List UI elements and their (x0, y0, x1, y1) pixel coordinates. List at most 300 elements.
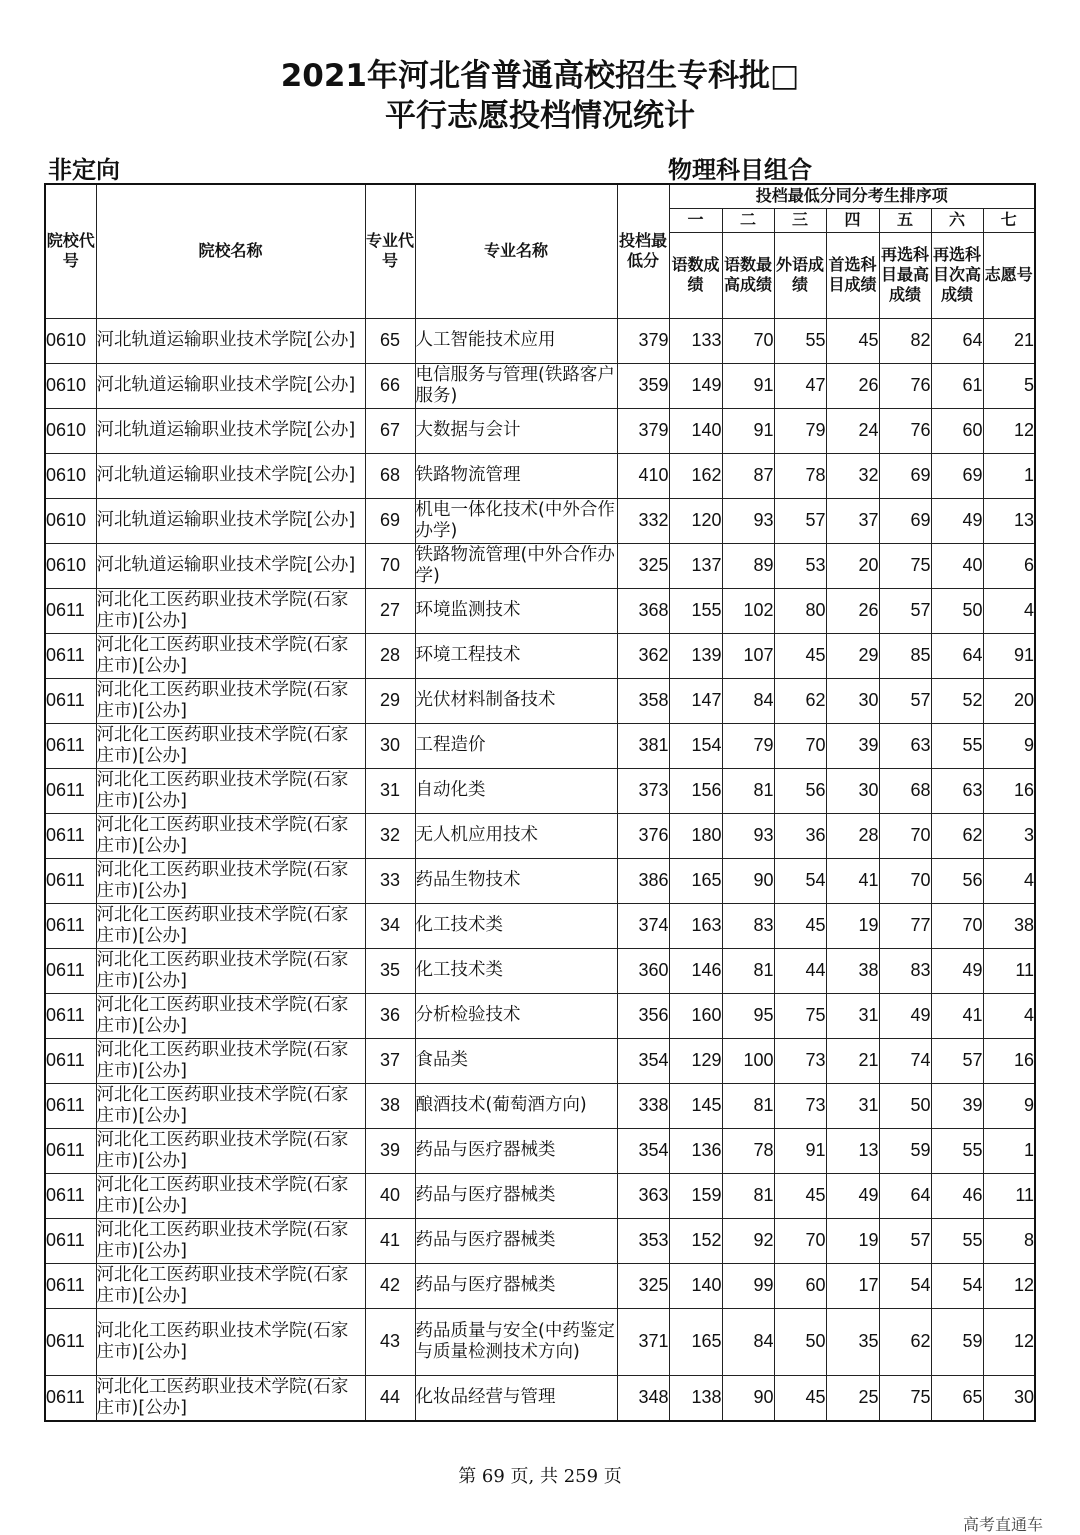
chinese-math-max-cell: 91 (722, 408, 774, 453)
header-sort-col-5: 再选科目最高成绩 (879, 232, 931, 318)
foreign-lang-cell: 50 (774, 1308, 826, 1375)
first-subject-cell: 24 (826, 408, 879, 453)
preference-no-cell: 16 (983, 768, 1035, 813)
chinese-math-max-cell: 93 (722, 813, 774, 858)
major-name-cell: 化妆品经营与管理 (415, 1375, 617, 1421)
school-code-cell: 0611 (45, 1375, 96, 1421)
first-subject-cell: 39 (826, 723, 879, 768)
chinese-math-max-cell: 81 (722, 1083, 774, 1128)
page-footer: 第 69 页, 共 259 页 (458, 1466, 622, 1487)
reselect-max-cell: 76 (879, 408, 931, 453)
chinese-math-max-cell: 102 (722, 588, 774, 633)
chinese-math-cell: 129 (669, 1038, 722, 1083)
major-code-cell: 35 (365, 948, 415, 993)
chinese-math-max-cell: 70 (722, 318, 774, 363)
reselect-second-cell: 65 (931, 1375, 983, 1421)
major-name-cell: 药品质量与安全(中药鉴定与质量检测技术方向) (415, 1308, 617, 1375)
school-code-cell: 0611 (45, 1263, 96, 1308)
header-sort-col-4: 首选科目成绩 (826, 232, 879, 318)
school-code-cell: 0611 (45, 678, 96, 723)
first-subject-cell: 26 (826, 588, 879, 633)
header-sort-group: 投档最低分同分考生排序项 (669, 184, 1035, 208)
table-row (45, 543, 1035, 588)
school-code-cell: 0611 (45, 1128, 96, 1173)
preference-no-cell: 9 (983, 723, 1035, 768)
foreign-lang-cell: 80 (774, 588, 826, 633)
school-code-cell: 0610 (45, 453, 96, 498)
admission-table (44, 183, 1036, 1422)
chinese-math-max-cell: 83 (722, 903, 774, 948)
chinese-math-cell: 154 (669, 723, 722, 768)
table-row (45, 768, 1035, 813)
first-subject-cell: 29 (826, 633, 879, 678)
min-score-cell: 410 (617, 453, 669, 498)
chinese-math-max-cell: 92 (722, 1218, 774, 1263)
major-code-cell: 42 (365, 1263, 415, 1308)
school-name-cell: 河北轨道运输职业技术学院[公办] (96, 363, 365, 408)
reselect-second-cell: 61 (931, 363, 983, 408)
first-subject-cell: 35 (826, 1308, 879, 1375)
table-row (45, 1083, 1035, 1128)
school-code-cell: 0611 (45, 723, 96, 768)
chinese-math-cell: 120 (669, 498, 722, 543)
foreign-lang-cell: 62 (774, 678, 826, 723)
school-name-cell: 河北化工医药职业技术学院(石家庄市)[公办] (96, 1173, 365, 1218)
first-subject-cell: 30 (826, 678, 879, 723)
first-subject-cell: 45 (826, 318, 879, 363)
school-code-cell: 0611 (45, 633, 96, 678)
major-name-cell: 药品与医疗器械类 (415, 1218, 617, 1263)
major-code-cell: 39 (365, 1128, 415, 1173)
reselect-second-cell: 50 (931, 588, 983, 633)
first-subject-cell: 13 (826, 1128, 879, 1173)
school-code-cell: 0610 (45, 498, 96, 543)
foreign-lang-cell: 60 (774, 1263, 826, 1308)
foreign-lang-cell: 70 (774, 723, 826, 768)
school-code-cell: 0611 (45, 1083, 96, 1128)
min-score-cell: 368 (617, 588, 669, 633)
table-row (45, 363, 1035, 408)
min-score-cell: 371 (617, 1308, 669, 1375)
major-name-cell: 机电一体化技术(中外合作办学) (415, 498, 617, 543)
reselect-second-cell: 39 (931, 1083, 983, 1128)
foreign-lang-cell: 79 (774, 408, 826, 453)
school-code-cell: 0611 (45, 1218, 96, 1263)
preference-no-cell: 91 (983, 633, 1035, 678)
min-score-cell: 379 (617, 318, 669, 363)
header-min-score: 投档最低分 (617, 184, 669, 318)
chinese-math-cell: 137 (669, 543, 722, 588)
chinese-math-cell: 160 (669, 993, 722, 1038)
major-name-cell: 药品生物技术 (415, 858, 617, 903)
first-subject-cell: 25 (826, 1375, 879, 1421)
header-sort-col-3: 外语成绩 (774, 232, 826, 318)
header-sort-col-1: 语数成绩 (669, 232, 722, 318)
school-name-cell: 河北化工医药职业技术学院(石家庄市)[公办] (96, 1128, 365, 1173)
table-row (45, 1308, 1035, 1375)
preference-no-cell: 20 (983, 678, 1035, 723)
table-row (45, 723, 1035, 768)
table-row (45, 678, 1035, 723)
chinese-math-cell: 180 (669, 813, 722, 858)
preference-no-cell: 12 (983, 1263, 1035, 1308)
table-row (45, 588, 1035, 633)
first-subject-cell: 28 (826, 813, 879, 858)
school-name-cell: 河北轨道运输职业技术学院[公办] (96, 498, 365, 543)
preference-no-cell: 8 (983, 1218, 1035, 1263)
table-row (45, 453, 1035, 498)
reselect-max-cell: 59 (879, 1128, 931, 1173)
preference-no-cell: 4 (983, 588, 1035, 633)
chinese-math-cell: 145 (669, 1083, 722, 1128)
header-order-4: 四 (826, 208, 879, 232)
reselect-max-cell: 69 (879, 453, 931, 498)
major-code-cell: 33 (365, 858, 415, 903)
reselect-second-cell: 64 (931, 633, 983, 678)
reselect-second-cell: 62 (931, 813, 983, 858)
table-row (45, 1038, 1035, 1083)
major-name-cell: 食品类 (415, 1038, 617, 1083)
major-name-cell: 自动化类 (415, 768, 617, 813)
reselect-second-cell: 70 (931, 903, 983, 948)
reselect-second-cell: 56 (931, 858, 983, 903)
preference-no-cell: 11 (983, 948, 1035, 993)
preference-no-cell: 9 (983, 1083, 1035, 1128)
foreign-lang-cell: 45 (774, 1375, 826, 1421)
major-name-cell: 工程造价 (415, 723, 617, 768)
chinese-math-max-cell: 84 (722, 1308, 774, 1375)
preference-no-cell: 30 (983, 1375, 1035, 1421)
reselect-second-cell: 59 (931, 1308, 983, 1375)
major-code-cell: 70 (365, 543, 415, 588)
chinese-math-cell: 133 (669, 318, 722, 363)
table-row (45, 498, 1035, 543)
school-code-cell: 0611 (45, 768, 96, 813)
chinese-math-max-cell: 90 (722, 1375, 774, 1421)
major-name-cell: 环境监测技术 (415, 588, 617, 633)
min-score-cell: 379 (617, 408, 669, 453)
first-subject-cell: 31 (826, 1083, 879, 1128)
reselect-second-cell: 55 (931, 723, 983, 768)
min-score-cell: 356 (617, 993, 669, 1038)
reselect-max-cell: 63 (879, 723, 931, 768)
table-row (45, 993, 1035, 1038)
school-name-cell: 河北化工医药职业技术学院(石家庄市)[公办] (96, 948, 365, 993)
preference-no-cell: 13 (983, 498, 1035, 543)
table-row (45, 408, 1035, 453)
reselect-second-cell: 54 (931, 1263, 983, 1308)
chinese-math-max-cell: 91 (722, 363, 774, 408)
reselect-max-cell: 68 (879, 768, 931, 813)
subtitle-category: 非定向 (48, 156, 120, 184)
major-name-cell: 无人机应用技术 (415, 813, 617, 858)
header-school-code: 院校代号 (45, 184, 96, 318)
preference-no-cell: 16 (983, 1038, 1035, 1083)
major-code-cell: 65 (365, 318, 415, 363)
first-subject-cell: 26 (826, 363, 879, 408)
chinese-math-max-cell: 100 (722, 1038, 774, 1083)
chinese-math-cell: 162 (669, 453, 722, 498)
preference-no-cell: 5 (983, 363, 1035, 408)
min-score-cell: 362 (617, 633, 669, 678)
reselect-max-cell: 74 (879, 1038, 931, 1083)
foreign-lang-cell: 57 (774, 498, 826, 543)
reselect-max-cell: 57 (879, 1218, 931, 1263)
min-score-cell: 386 (617, 858, 669, 903)
chinese-math-max-cell: 93 (722, 498, 774, 543)
first-subject-cell: 19 (826, 1218, 879, 1263)
chinese-math-max-cell: 79 (722, 723, 774, 768)
chinese-math-cell: 147 (669, 678, 722, 723)
reselect-max-cell: 75 (879, 543, 931, 588)
major-code-cell: 36 (365, 993, 415, 1038)
table-row (45, 633, 1035, 678)
page-title-line1: 2021年河北省普通高校招生专科批□ (280, 58, 800, 94)
major-code-cell: 41 (365, 1218, 415, 1263)
reselect-second-cell: 52 (931, 678, 983, 723)
first-subject-cell: 37 (826, 498, 879, 543)
school-name-cell: 河北轨道运输职业技术学院[公办] (96, 318, 365, 363)
reselect-second-cell: 55 (931, 1128, 983, 1173)
subtitle-subject-group: 物理科目组合 (668, 156, 812, 184)
major-code-cell: 40 (365, 1173, 415, 1218)
reselect-second-cell: 69 (931, 453, 983, 498)
major-name-cell: 化工技术类 (415, 903, 617, 948)
reselect-second-cell: 64 (931, 318, 983, 363)
min-score-cell: 353 (617, 1218, 669, 1263)
min-score-cell: 360 (617, 948, 669, 993)
min-score-cell: 325 (617, 1263, 669, 1308)
chinese-math-max-cell: 81 (722, 1173, 774, 1218)
major-code-cell: 34 (365, 903, 415, 948)
major-name-cell: 分析检验技术 (415, 993, 617, 1038)
school-name-cell: 河北化工医药职业技术学院(石家庄市)[公办] (96, 1263, 365, 1308)
school-name-cell: 河北化工医药职业技术学院(石家庄市)[公办] (96, 768, 365, 813)
school-name-cell: 河北轨道运输职业技术学院[公办] (96, 543, 365, 588)
chinese-math-max-cell: 99 (722, 1263, 774, 1308)
chinese-math-cell: 149 (669, 363, 722, 408)
major-name-cell: 环境工程技术 (415, 633, 617, 678)
min-score-cell: 354 (617, 1128, 669, 1173)
foreign-lang-cell: 47 (774, 363, 826, 408)
chinese-math-max-cell: 89 (722, 543, 774, 588)
reselect-max-cell: 77 (879, 903, 931, 948)
min-score-cell: 376 (617, 813, 669, 858)
major-code-cell: 38 (365, 1083, 415, 1128)
first-subject-cell: 31 (826, 993, 879, 1038)
reselect-max-cell: 57 (879, 588, 931, 633)
header-order-7: 七 (983, 208, 1035, 232)
preference-no-cell: 4 (983, 993, 1035, 1038)
school-code-cell: 0610 (45, 318, 96, 363)
major-code-cell: 44 (365, 1375, 415, 1421)
preference-no-cell: 6 (983, 543, 1035, 588)
foreign-lang-cell: 45 (774, 1173, 826, 1218)
min-score-cell: 359 (617, 363, 669, 408)
school-name-cell: 河北化工医药职业技术学院(石家庄市)[公办] (96, 678, 365, 723)
foreign-lang-cell: 73 (774, 1038, 826, 1083)
min-score-cell: 354 (617, 1038, 669, 1083)
school-name-cell: 河北化工医药职业技术学院(石家庄市)[公办] (96, 1308, 365, 1375)
chinese-math-max-cell: 81 (722, 768, 774, 813)
major-code-cell: 37 (365, 1038, 415, 1083)
foreign-lang-cell: 78 (774, 453, 826, 498)
school-code-cell: 0611 (45, 588, 96, 633)
school-code-cell: 0611 (45, 903, 96, 948)
chinese-math-cell: 139 (669, 633, 722, 678)
reselect-max-cell: 70 (879, 858, 931, 903)
major-name-cell: 酿酒技术(葡萄酒方向) (415, 1083, 617, 1128)
major-code-cell: 68 (365, 453, 415, 498)
foreign-lang-cell: 53 (774, 543, 826, 588)
first-subject-cell: 20 (826, 543, 879, 588)
header-sort-col-6: 再选科目次高成绩 (931, 232, 983, 318)
major-code-cell: 28 (365, 633, 415, 678)
table-row (45, 1218, 1035, 1263)
major-code-cell: 27 (365, 588, 415, 633)
table-row (45, 948, 1035, 993)
first-subject-cell: 21 (826, 1038, 879, 1083)
school-code-cell: 0611 (45, 993, 96, 1038)
major-name-cell: 大数据与会计 (415, 408, 617, 453)
first-subject-cell: 30 (826, 768, 879, 813)
foreign-lang-cell: 56 (774, 768, 826, 813)
first-subject-cell: 38 (826, 948, 879, 993)
school-name-cell: 河北化工医药职业技术学院(石家庄市)[公办] (96, 1375, 365, 1421)
reselect-max-cell: 50 (879, 1083, 931, 1128)
header-major-code: 专业代号 (365, 184, 415, 318)
school-name-cell: 河北轨道运输职业技术学院[公办] (96, 453, 365, 498)
major-code-cell: 69 (365, 498, 415, 543)
reselect-max-cell: 54 (879, 1263, 931, 1308)
header-order-5: 五 (879, 208, 931, 232)
first-subject-cell: 49 (826, 1173, 879, 1218)
reselect-max-cell: 83 (879, 948, 931, 993)
preference-no-cell: 12 (983, 1308, 1035, 1375)
school-code-cell: 0611 (45, 858, 96, 903)
chinese-math-cell: 159 (669, 1173, 722, 1218)
school-code-cell: 0611 (45, 1173, 96, 1218)
min-score-cell: 363 (617, 1173, 669, 1218)
min-score-cell: 338 (617, 1083, 669, 1128)
preference-no-cell: 1 (983, 453, 1035, 498)
first-subject-cell: 41 (826, 858, 879, 903)
preference-no-cell: 1 (983, 1128, 1035, 1173)
preference-no-cell: 12 (983, 408, 1035, 453)
table-row (45, 1263, 1035, 1308)
reselect-max-cell: 69 (879, 498, 931, 543)
school-name-cell: 河北化工医药职业技术学院(石家庄市)[公办] (96, 1038, 365, 1083)
reselect-max-cell: 76 (879, 363, 931, 408)
min-score-cell: 358 (617, 678, 669, 723)
major-code-cell: 66 (365, 363, 415, 408)
school-code-cell: 0610 (45, 363, 96, 408)
chinese-math-max-cell: 84 (722, 678, 774, 723)
table-row (45, 858, 1035, 903)
first-subject-cell: 19 (826, 903, 879, 948)
foreign-lang-cell: 54 (774, 858, 826, 903)
reselect-second-cell: 46 (931, 1173, 983, 1218)
header-order-6: 六 (931, 208, 983, 232)
school-name-cell: 河北化工医药职业技术学院(石家庄市)[公办] (96, 993, 365, 1038)
major-name-cell: 光伏材料制备技术 (415, 678, 617, 723)
reselect-max-cell: 75 (879, 1375, 931, 1421)
preference-no-cell: 4 (983, 858, 1035, 903)
preference-no-cell: 11 (983, 1173, 1035, 1218)
reselect-second-cell: 55 (931, 1218, 983, 1263)
school-name-cell: 河北轨道运输职业技术学院[公办] (96, 408, 365, 453)
chinese-math-max-cell: 81 (722, 948, 774, 993)
foreign-lang-cell: 70 (774, 1218, 826, 1263)
major-name-cell: 药品与医疗器械类 (415, 1263, 617, 1308)
foreign-lang-cell: 45 (774, 903, 826, 948)
reselect-second-cell: 60 (931, 408, 983, 453)
reselect-max-cell: 57 (879, 678, 931, 723)
school-name-cell: 河北化工医药职业技术学院(石家庄市)[公办] (96, 633, 365, 678)
min-score-cell: 373 (617, 768, 669, 813)
chinese-math-cell: 165 (669, 1308, 722, 1375)
major-code-cell: 31 (365, 768, 415, 813)
school-name-cell: 河北化工医药职业技术学院(石家庄市)[公办] (96, 903, 365, 948)
page-title-line2: 平行志愿投档情况统计 (385, 98, 695, 134)
foreign-lang-cell: 44 (774, 948, 826, 993)
preference-no-cell: 3 (983, 813, 1035, 858)
table-row (45, 1375, 1035, 1421)
major-name-cell: 药品与医疗器械类 (415, 1173, 617, 1218)
reselect-second-cell: 49 (931, 948, 983, 993)
header-major-name: 专业名称 (415, 184, 617, 318)
preference-no-cell: 38 (983, 903, 1035, 948)
first-subject-cell: 17 (826, 1263, 879, 1308)
reselect-second-cell: 63 (931, 768, 983, 813)
chinese-math-max-cell: 107 (722, 633, 774, 678)
major-code-cell: 32 (365, 813, 415, 858)
chinese-math-max-cell: 95 (722, 993, 774, 1038)
chinese-math-cell: 138 (669, 1375, 722, 1421)
reselect-max-cell: 70 (879, 813, 931, 858)
reselect-max-cell: 49 (879, 993, 931, 1038)
table-row (45, 813, 1035, 858)
header-school-name: 院校名称 (96, 184, 365, 318)
major-name-cell: 人工智能技术应用 (415, 318, 617, 363)
table-row (45, 903, 1035, 948)
chinese-math-max-cell: 90 (722, 858, 774, 903)
chinese-math-cell: 140 (669, 408, 722, 453)
chinese-math-max-cell: 78 (722, 1128, 774, 1173)
chinese-math-cell: 163 (669, 903, 722, 948)
school-code-cell: 0610 (45, 408, 96, 453)
header-order-2: 二 (722, 208, 774, 232)
major-name-cell: 铁路物流管理 (415, 453, 617, 498)
foreign-lang-cell: 91 (774, 1128, 826, 1173)
reselect-max-cell: 85 (879, 633, 931, 678)
major-name-cell: 化工技术类 (415, 948, 617, 993)
chinese-math-cell: 152 (669, 1218, 722, 1263)
reselect-second-cell: 57 (931, 1038, 983, 1083)
min-score-cell: 332 (617, 498, 669, 543)
header-order-3: 三 (774, 208, 826, 232)
min-score-cell: 348 (617, 1375, 669, 1421)
major-name-cell: 铁路物流管理(中外合作办学) (415, 543, 617, 588)
min-score-cell: 325 (617, 543, 669, 588)
major-code-cell: 30 (365, 723, 415, 768)
major-name-cell: 电信服务与管理(铁路客户服务) (415, 363, 617, 408)
major-code-cell: 29 (365, 678, 415, 723)
foreign-lang-cell: 75 (774, 993, 826, 1038)
chinese-math-cell: 165 (669, 858, 722, 903)
school-name-cell: 河北化工医药职业技术学院(石家庄市)[公办] (96, 1218, 365, 1263)
school-code-cell: 0611 (45, 1308, 96, 1375)
